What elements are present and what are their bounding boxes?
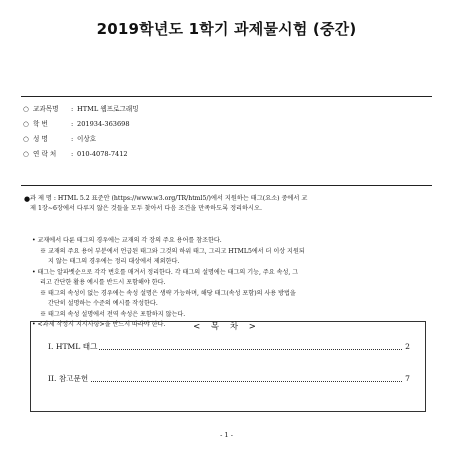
condition-line: • 교재에서 다룬 태그의 경우에는 교재의 각 장의 주요 용어를 참조한다. [32, 237, 222, 244]
condition-line: ※ 태그의 속성이 없는 경우에는 속성 설명은 생략 가능하며, 해당 태그(속성 포함)의 사용 방법을 [40, 289, 296, 297]
info-row-name: ○ 성 명 : 이상호 [23, 135, 97, 143]
info-value: 이상호 [77, 135, 97, 143]
page-number: - 1 - [220, 431, 233, 439]
assignment-description [24, 194, 435, 214]
toc-item[interactable] [48, 341, 410, 353]
toc-item-title: II. 참고문헌 [48, 374, 89, 383]
assignment-line: 과 제 명 : HTML 5.2 표준안 (https://www.w3.org/TR/html5/)에서 지원하는 태그(요소) 중에서 교 [30, 195, 308, 202]
bullet-icon: ● [24, 195, 31, 203]
toc-leader-dots [48, 349, 402, 350]
info-label: 연 락 처 [33, 150, 57, 158]
condition-line: ※ 교재의 주요 용어 부분에서 언급된 태그와 그것의 하위 태그, 그리고 HTML5에서 더 이상 지원되 [40, 247, 305, 255]
page-title: 2019학년도 1학기 과제물시험 (중간) [96, 20, 357, 38]
toc-heading-wrap [0, 314, 453, 333]
toc-leader-dots [48, 381, 402, 382]
info-row-contact: ○ 연 락 처 : 010-4078-7412 [23, 150, 128, 158]
circle-icon: ○ [23, 105, 29, 113]
condition-line: • <과제 작성시 지시사항>을 반드시 따라야 한다. [32, 321, 166, 328]
info-value: 010-4078-7412 [77, 150, 128, 158]
assignment-line: 제 1장~6장에서 다루지 않은 것들을 모두 찾아서 다음 조건을 만족하도록 정리하시오. [30, 205, 262, 212]
info-value: 201934-363698 [77, 120, 130, 128]
condition-line: 지 않는 태그의 경우에는 정리 대상에서 제외한다. [48, 258, 180, 265]
info-label: 학 번 [33, 120, 48, 128]
condition-line: ※ 태그의 속성 설명에서 전역 속성은 포함하지 않는다. [40, 310, 186, 318]
info-row-student-id: ○ 학 번 : 201934-363698 [23, 120, 130, 128]
student-info-box [21, 96, 432, 186]
condition-line: 간단히 설명하는 수준의 예시를 작성한다. [48, 300, 158, 307]
condition-line: 리고 간단한 활용 예시를 반드시 포함해야 한다. [40, 279, 166, 286]
toc-item-page: 2 [405, 342, 410, 351]
circle-icon: ○ [23, 150, 29, 158]
toc-box [30, 321, 426, 412]
info-value: HTML 웹프로그래밍 [77, 105, 139, 113]
circle-icon: ○ [23, 135, 29, 143]
toc-item-page: 7 [405, 374, 410, 383]
circle-icon: ○ [23, 120, 29, 128]
toc-item-title: I. HTML 태그 [48, 342, 98, 351]
toc-item[interactable] [48, 373, 410, 385]
info-label: 교과목명 [33, 105, 59, 113]
toc-heading: < 목 차 > [185, 322, 268, 332]
condition-line: • 태그는 알파벳순으로 각각 번호를 매겨서 정리한다. 각 태그의 설명에는 태그의 기능, 주요 속성, 그 [32, 268, 299, 276]
info-label: 성 명 [33, 135, 48, 143]
info-row-course: ○ 교과목명 : HTML 웹프로그래밍 [23, 105, 139, 113]
